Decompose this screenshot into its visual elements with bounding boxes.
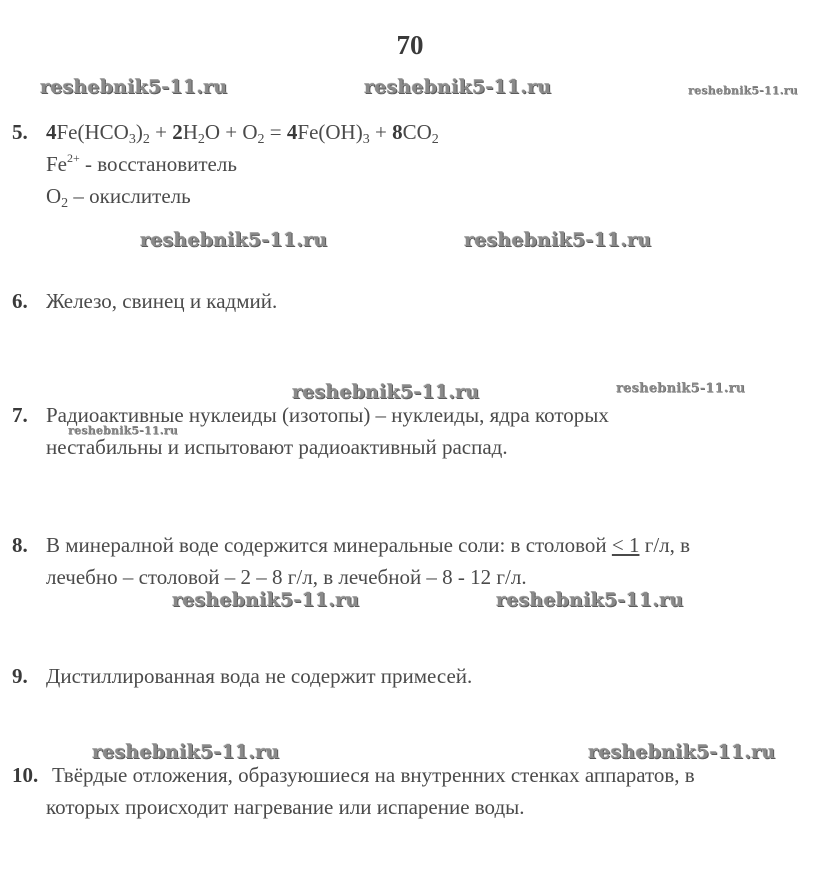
reducer-line: $Fe^{2+}$ - восстановитель: [46, 151, 237, 176]
item-number: 10.: [12, 763, 39, 787]
watermark: reshebnik5-11.ru: [688, 84, 798, 97]
answer-text: лечебно – столовой – 2 – 8 г/л, в лечебной – 8 - 12 г/л.: [46, 565, 527, 589]
item-number: 9.: [12, 664, 28, 688]
watermark: reshebnik5-11.ru: [40, 76, 228, 98]
item-number: 6.: [12, 289, 28, 313]
watermark: reshebnik5-11.ru: [464, 229, 652, 251]
item-number: 8.: [12, 533, 28, 557]
watermark: reshebnik5-11.ru: [292, 381, 480, 403]
page-number: 70: [396, 30, 424, 60]
watermark: reshebnik5-11.ru: [616, 381, 746, 396]
watermark: reshebnik5-11.ru: [496, 589, 684, 611]
watermark: reshebnik5-11.ru: [140, 229, 328, 251]
answer-text: нестабильны и испытовают радиоактивный распад.: [46, 435, 508, 459]
answer-text: Дистиллированная вода не содержит примесей.: [46, 664, 473, 688]
oxidizer-line: $O_2$ – окислитель: [46, 184, 191, 211]
chemical-equation: $4Fe(HCO_3)_2 + 2H_2O + O_2 = 4Fe(OH)_3 + 8CO_2$: [46, 120, 439, 147]
watermark: reshebnik5-11.ru: [588, 741, 776, 763]
answer-text: Железо, свинец и кадмий.: [46, 289, 278, 313]
item-number: 7.: [12, 403, 28, 427]
answer-text: которых происходит нагревание или испарение воды.: [46, 795, 525, 819]
answer-text: В минералной воде содержится минеральные соли: в столовой < 1 г/л, в: [46, 533, 691, 557]
watermark: reshebnik5-11.ru: [364, 76, 552, 98]
watermark: reshebnik5-11.ru: [68, 424, 178, 437]
watermark: reshebnik5-11.ru: [92, 741, 280, 763]
item-number: 5.: [12, 120, 28, 144]
answer-text: Твёрдые отложения, образуюшиеся на внутренних стенках аппаратов, в: [52, 763, 695, 787]
answer-text: Радиоактивные нуклеиды (изотопы) – нуклеиды, ядра которых: [46, 403, 609, 427]
watermark: reshebnik5-11.ru: [172, 589, 360, 611]
